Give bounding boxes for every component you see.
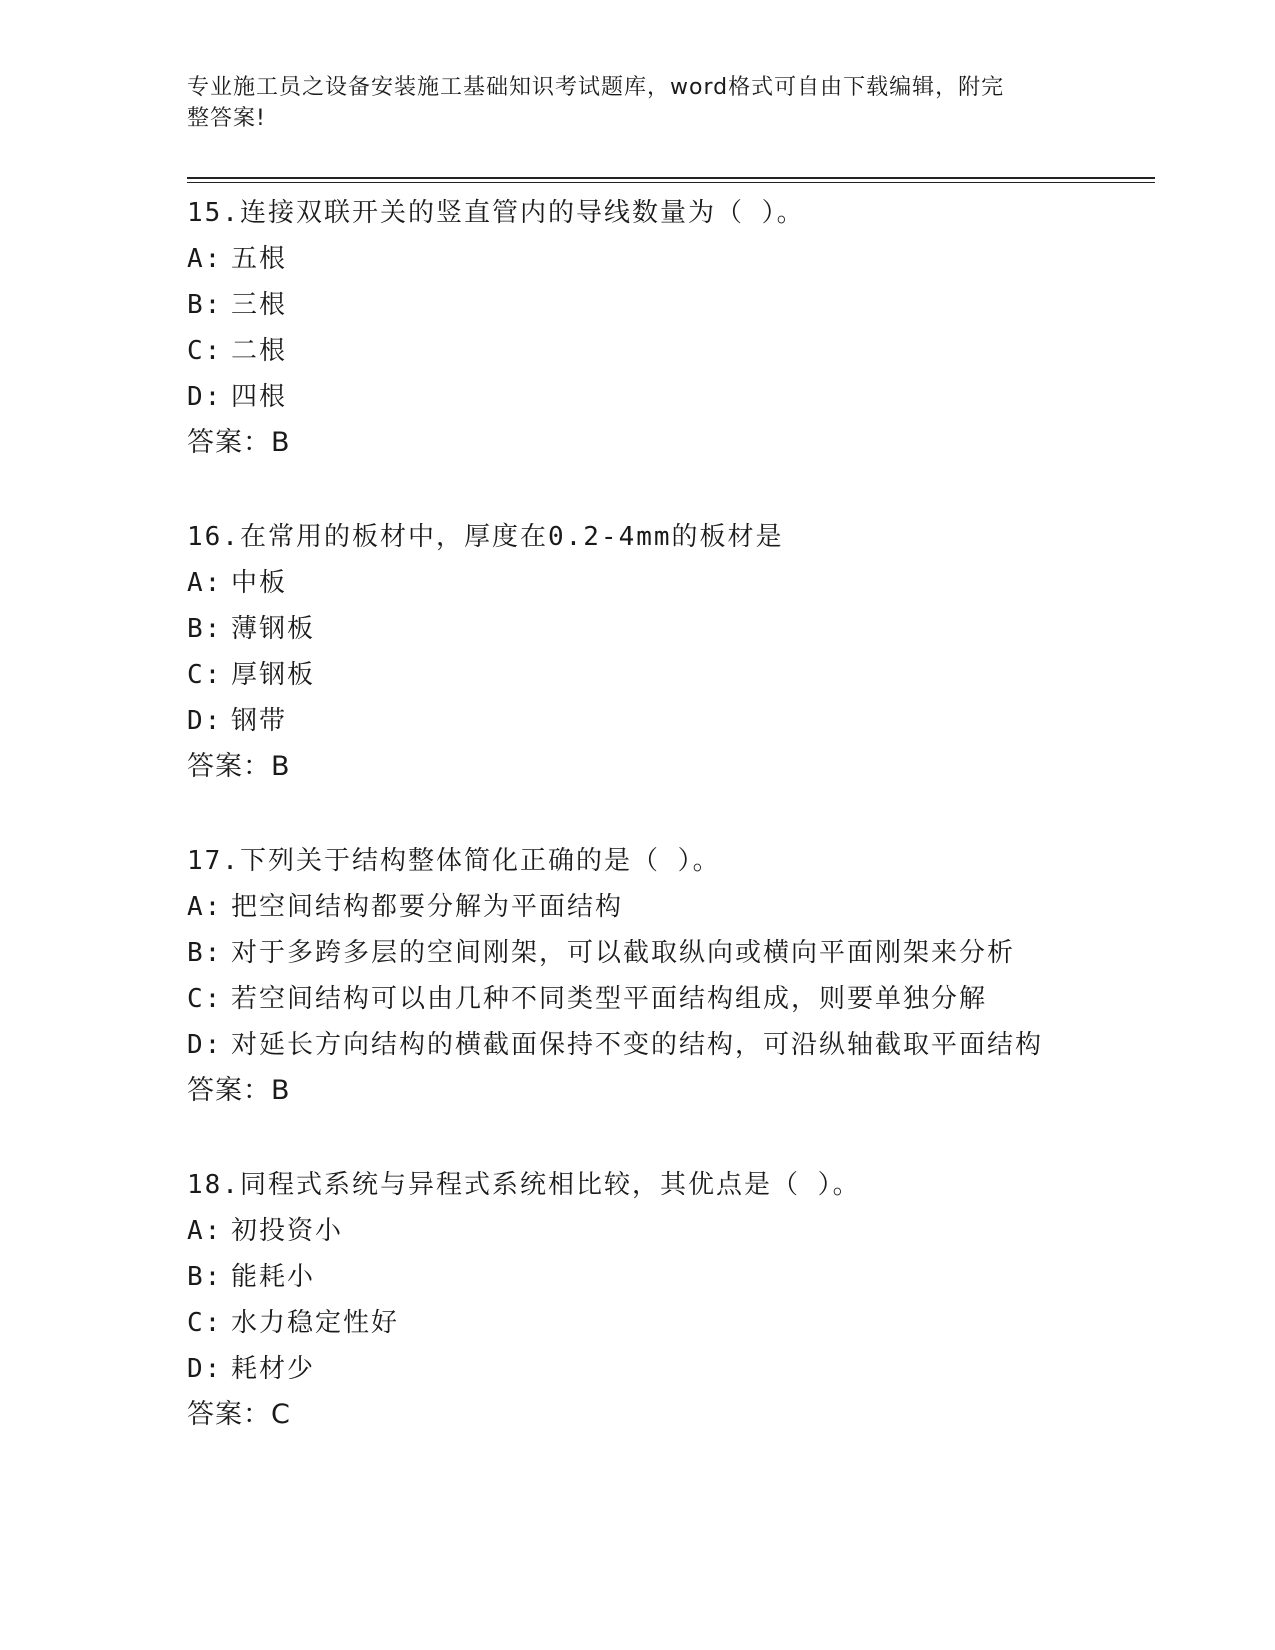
question-15 — [187, 190, 1155, 466]
option-c — [187, 976, 1155, 1022]
option-label: C: — [187, 336, 223, 366]
option-text: 四根 — [231, 382, 288, 412]
option-text: 水力稳定性好 — [231, 1308, 400, 1338]
option-text: 五根 — [231, 244, 288, 274]
option-label: A: — [187, 892, 223, 922]
option-label: D: — [187, 1030, 223, 1060]
option-text: 耗材少 — [231, 1354, 316, 1384]
option-d — [187, 1346, 1155, 1392]
option-label: A: — [187, 244, 223, 274]
option-label: D: — [187, 1354, 223, 1384]
option-d — [187, 698, 1155, 744]
option-a — [187, 884, 1155, 930]
option-text: 能耗小 — [231, 1262, 316, 1292]
option-a — [187, 236, 1155, 282]
option-label: C: — [187, 984, 223, 1014]
option-label: A: — [187, 568, 223, 598]
option-c — [187, 652, 1155, 698]
option-c — [187, 328, 1155, 374]
option-b — [187, 282, 1155, 328]
answer-line: 答案：B — [187, 427, 291, 458]
option-text: 若空间结构可以由几种不同类型平面结构组成，则要单独分解 — [231, 984, 988, 1014]
option-b — [187, 1254, 1155, 1300]
answer-line: 答案：B — [187, 751, 291, 782]
option-label: B: — [187, 1262, 223, 1292]
option-label: D: — [187, 706, 223, 736]
option-a — [187, 1208, 1155, 1254]
header-line-2: 整答案! — [187, 106, 266, 131]
option-label: B: — [187, 938, 223, 968]
question-stem: 16.在常用的板材中，厚度在0.2-4mm的板材是 — [187, 522, 784, 552]
option-d — [187, 1022, 1155, 1068]
question-stem: 17.下列关于结构整体简化正确的是（ ）。 — [187, 846, 721, 876]
option-d — [187, 374, 1155, 420]
header-divider-thin — [187, 182, 1155, 183]
option-text: 厚钢板 — [231, 660, 316, 690]
option-label: B: — [187, 614, 223, 644]
option-text: 对于多跨多层的空间刚架，可以截取纵向或横向平面刚架来分析 — [231, 938, 1016, 968]
option-label: B: — [187, 290, 223, 320]
option-b — [187, 930, 1155, 976]
option-label: C: — [187, 660, 223, 690]
option-text: 钢带 — [231, 706, 288, 736]
option-text: 薄钢板 — [231, 614, 316, 644]
option-label: D: — [187, 382, 223, 412]
option-text: 三根 — [231, 290, 288, 320]
question-18 — [187, 1162, 1155, 1438]
question-list — [187, 190, 1155, 1486]
option-c — [187, 1300, 1155, 1346]
answer-line: 答案：B — [187, 1075, 291, 1106]
option-text: 初投资小 — [231, 1216, 344, 1246]
option-b — [187, 606, 1155, 652]
header-line-1: 专业施工员之设备安装施工基础知识考试题库，word格式可自由下载编辑，附完 — [187, 75, 1005, 100]
option-text: 把空间结构都要分解为平面结构 — [231, 892, 624, 922]
document-header — [187, 72, 1067, 134]
question-16 — [187, 514, 1155, 790]
option-label: A: — [187, 1216, 223, 1246]
question-stem: 15.连接双联开关的竖直管内的导线数量为（ ）。 — [187, 198, 805, 228]
option-a — [187, 560, 1155, 606]
option-text: 中板 — [231, 568, 288, 598]
header-divider-thick — [187, 177, 1155, 179]
question-17 — [187, 838, 1155, 1114]
option-text: 二根 — [231, 336, 288, 366]
option-label: C: — [187, 1308, 223, 1338]
question-stem: 18.同程式系统与异程式系统相比较，其优点是（ ）。 — [187, 1170, 861, 1200]
option-text: 对延长方向结构的横截面保持不变的结构，可沿纵轴截取平面结构 — [231, 1030, 1044, 1060]
answer-line: 答案：C — [187, 1399, 291, 1430]
